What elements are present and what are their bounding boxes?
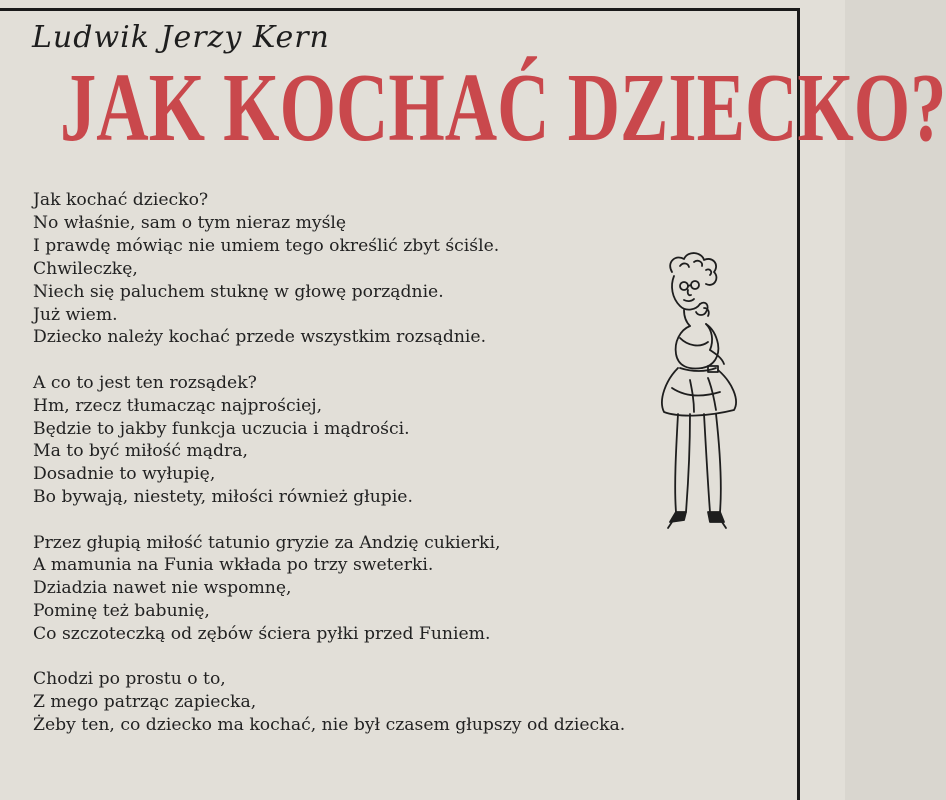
woman-thinking-illustration: [650, 250, 765, 540]
poem-line: Niech się paluchem stuknę w głowę porządnie.: [33, 281, 444, 302]
frame-top-rule: [0, 8, 800, 11]
poem-line: Z mego patrząc zapiecka,: [33, 692, 257, 713]
stanza-3: [33, 532, 793, 647]
poem-line: Dziadzia nawet nie wspomnę,: [33, 578, 292, 599]
poem-line: Już wiem.: [33, 304, 118, 325]
poem-line: A mamunia na Funia wkłada po trzy sweterki.: [33, 555, 434, 576]
poem-line: A co to jest ten rozsądek?: [33, 372, 257, 393]
poem-line: Jak kochać dziecko?: [33, 190, 209, 210]
poem-line: Bo bywają, niestety, miłości również głupie.: [33, 487, 413, 508]
poem-line: No właśnie, sam o tym nieraz myślę: [33, 212, 347, 233]
author-name: Ludwik Jerzy Kern: [32, 20, 330, 55]
poem-line: Przez głupią miłość tatunio gryzie za Andzię cukierki,: [33, 532, 501, 553]
poem-line: Chodzi po prostu o to,: [33, 669, 226, 690]
poem-line: Dziecko należy kochać przede wszystkim rozsądnie.: [33, 327, 487, 348]
poem-line: Żeby ten, co dziecko ma kochać, nie był czasem głupszy od dziecka.: [33, 715, 626, 736]
poem-line: Ma to być miłość mądra,: [33, 441, 248, 462]
poem-title: JAK KOCHAĆ DZIECKO?: [60, 54, 946, 162]
poem-line: Dosadnie to wyłupię,: [33, 464, 216, 485]
stanza-4: [33, 668, 793, 737]
poem-line: Chwileczkę,: [33, 258, 138, 279]
poem-line: I prawdę mówiąc nie umiem tego określić zbyt ściśle.: [33, 235, 500, 256]
poem-line: Będzie to jakby funkcja uczucia i mądrości.: [33, 418, 410, 439]
poem-line: Co szczoteczką od zębów ściera pyłki przed Funiem.: [33, 624, 491, 645]
poem-line: Pominę też babunię,: [33, 601, 210, 622]
poem-line: Hm, rzecz tłumacząc najprościej,: [33, 395, 323, 416]
